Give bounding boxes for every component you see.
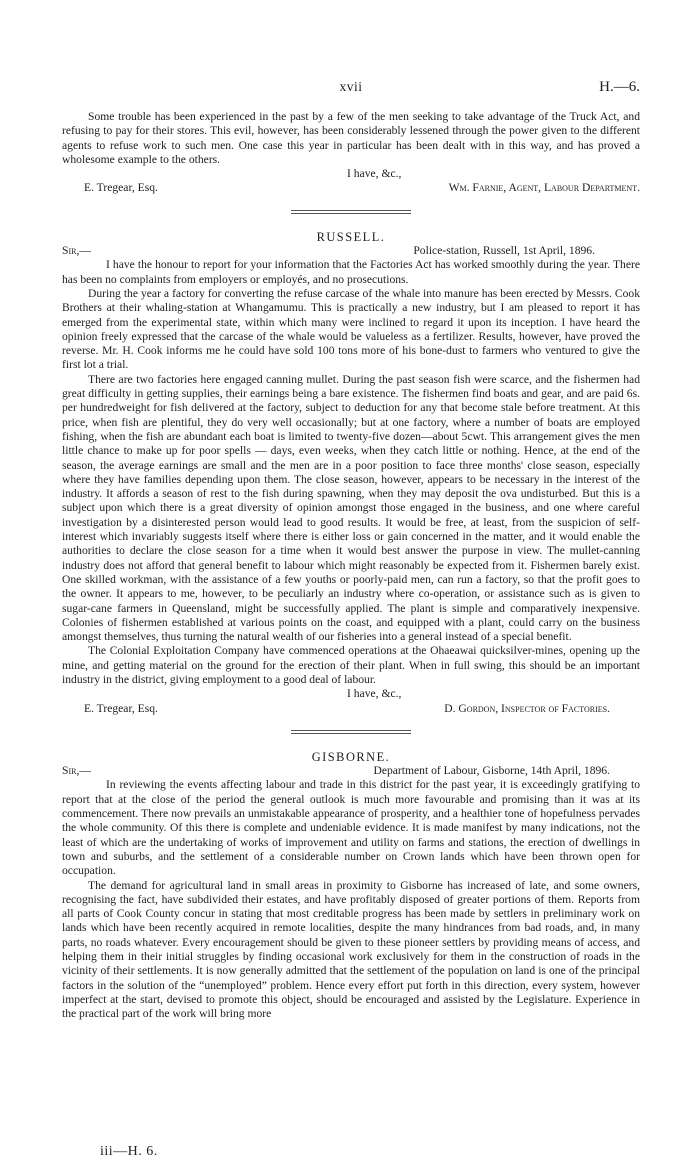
salutation: Sir,— xyxy=(62,764,91,778)
dateline: Department of Labour, Gisborne, 14th April, 1896. xyxy=(373,764,610,778)
body-paragraph: In reviewing the events affecting labour and trade in this district for the past year, it is exceedingly gratifying to report that at the close of the period the general outlook is much more favourable and promising than it was at its commencement. There now prevails an unmistakable appearance of prosperity, and a healthier tone of hopefulness pervades the whole community. Of this there is complete and undeniable evidence. It is made manifest by many indications, not the least of which are the undertaking of works of improvement and utility on farms and stations, the erection of dwellings in town and suburbs, and the settlement of a considerable number on Crown lands which have been thrown open for occupation. xyxy=(62,778,640,878)
section-divider xyxy=(291,730,411,734)
dateline: Police-station, Russell, 1st April, 1896. xyxy=(413,244,595,258)
signature-mark: iii—H. 6. xyxy=(100,1144,158,1159)
body-paragraph: The demand for agricultural land in small areas in proximity to Gisborne has increased of late, and some owners, recognising the fact, have subdivided their estates, and have profitably disposed of greater portions of them. Reports from all parts of Cook County concur in stating that most creditable progress has been made by settlers in preliminary work on lands which have been recently acquired in remote localities, despite the many hindrances from bad roads, and, in many parts, no roads whatever. Every encouragement should be given to these pioneer settlers by providing means of access, and helping them in their initial struggles by finding occasional work exclusively for them in the construction of roads in the vicinity of their settlements. It is now generally admitted that the settlement of the population on land is one of the principal factors in the solution of the “unemployed” problem. Hence every effort put forth in this direction, every system, however imperfect at the start, devised to promote this object, should be encouraged and assisted by the Legislature. Experience in the practical part of the work will bring more xyxy=(62,878,640,1021)
salutation-line xyxy=(62,244,640,258)
section-title: RUSSELL. xyxy=(316,229,386,244)
section-title: GISBORNE. xyxy=(311,749,391,764)
body-paragraph: During the year a factory for converting the refuse carcase of the whale into manure has been erected by Messrs. Cook Brothers at their whaling-station at Whangamumu. This is practically a new industry, but I am pleased to report it has emerged from the experimental state, within which many were inclined to regard it upon its inception. I have heard the opinion freely expressed that the carcase of the whale would be valueless as a fertilizer. Results, however, have proved the reverse. Mr. H. Cook informs me he could have sold 100 tons more of his bone-dust to farmers who ventured to give the first lot a trial. xyxy=(62,286,640,372)
section-divider xyxy=(291,210,411,214)
signature: D. Gordon, Inspector of Factories. xyxy=(444,701,610,715)
document-body xyxy=(62,110,640,1022)
addressee: E. Tregear, Esq. xyxy=(84,701,158,715)
salutation-line xyxy=(62,764,640,778)
signature: Wm. Farnie, Agent, Labour Department. xyxy=(448,181,640,195)
body-paragraph: I have the honour to report for your information that the Factories Act has worked smoothly during the year. There has been no complaints from employers or employés, and no prosecutions. xyxy=(62,258,640,286)
signature-line xyxy=(62,181,640,195)
closing-text: I have, &c., xyxy=(347,167,402,181)
section-truck-act xyxy=(62,110,640,196)
signature-line xyxy=(62,702,640,716)
section-gisborne xyxy=(62,750,640,1022)
body-paragraph: Some trouble has been experienced in the past by a few of the men seeking to take advantage of the Truck Act, and refusing to pay for their stores. This evil, however, has been considerably lessened through the power given to the different agents to refuse work to such men. One case this year in particular has been dealt with in this way, and has proved a wholesome example to the others. xyxy=(62,110,640,166)
body-paragraph: The Colonial Exploitation Company have commenced operations at the Ohaeawai quicksilver-mines, opening up the mine, and getting material on the ground for the erection of their plant. When in full swing, this should be an important industry in the district, giving employment to a good deal of labour. xyxy=(62,644,640,686)
closing-line xyxy=(62,167,640,181)
addressee: E. Tregear, Esq. xyxy=(84,181,158,195)
page-header xyxy=(62,80,640,98)
closing-text: I have, &c., xyxy=(347,687,402,701)
paper-reference: H.—6. xyxy=(599,79,640,95)
page-number: xvii xyxy=(339,79,363,94)
body-paragraph: There are two factories here engaged canning mullet. During the past season fish were scarce, and the fishermen had great difficulty in getting supplies, their earnings being a bare existence. The fishermen find boats and gear, and are paid 6s. per hundredweight for fish delivered at the factory, subject to deduction for any that become stale before treatment. At this price, when fish are plentiful, they do very well occasionally; but at one factory, where a number of boats are employed fishing, when the fish are abundant each boat is limited to twenty-five dozen—about 5cwt. This arrangement gives the men little chance to make up for poor spells — days, even weeks, when they catch little or nothing. Hence, at the end of the season, the average earnings are small and the men are in a poor position to face three months' close season, especially where they have families depending upon them. The close season, however, appears to be necessary in the interest of the industry. It affords a season of rest to the fish during spawning, when they may deposit the ova undisturbed. But this is a subject upon which there is a great diversity of opinion amongst those engaged in the business, and one where careful investigation by a disinterested person would lead to good results. It would be free, at least, from the suspicion of self-interest which invariably suggests itself where there is either loss or gain concerned in the matter, and it would enable the authorities to declare the close season for a time when it would best answer the purpose in view. The mullet-canning industry does not afford that general benefit to labour which might reasonably be expected from it. Fishermen barely exist. One skilled workman, with the assistance of a few youths or poorly-paid men, can run a factory, so that the profit goes to the owner. It appears to me, however, to be peculiarly an industry where co-operation, or assistance such as is given to sugar-cane farmers in Queensland, might be successfully applied. The plant is simple and comparatively inexpensive. Colonies of fishermen established at various points on the coast, and equipped with a plant, could carry on the business amongst themselves, thus turning the natural wealth of our fisheries into a general instead of a special benefit. xyxy=(62,372,640,644)
closing-line xyxy=(62,687,640,701)
salutation: Sir,— xyxy=(62,244,91,258)
section-russell xyxy=(62,230,640,716)
